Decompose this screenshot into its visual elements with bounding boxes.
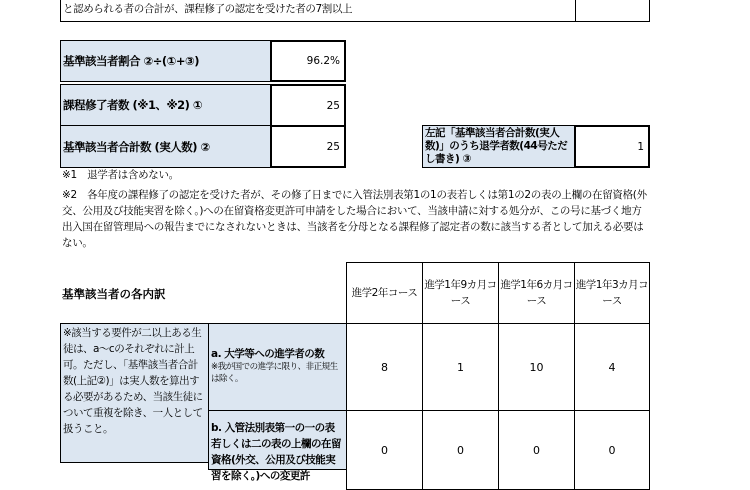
row-a-label-cell bbox=[208, 323, 347, 411]
cell: 4 bbox=[574, 323, 650, 411]
cell: 8 bbox=[346, 323, 423, 411]
side-note: ※該当する要件が二以上ある生徒は、a～cのそれぞれに計上可。ただし、「基準該当者合計数(上記②)」は実人数を算出する必要があるため、当該生徒について重複を除き、一人として扱うこと。 bbox=[60, 323, 209, 463]
cell: 0 bbox=[574, 410, 650, 490]
withdrawn-label: 左記「基準該当者合計数(実人数)」のうち退学者数(44号ただし書き) ③ bbox=[422, 125, 576, 168]
qualified-total-label: 基準該当者合計数 (実人数) ② bbox=[60, 125, 272, 168]
cell: 0 bbox=[422, 410, 499, 490]
top-criteria-box bbox=[60, 0, 650, 22]
cell: 0 bbox=[498, 410, 575, 490]
top-criteria-divider bbox=[575, 0, 576, 21]
cell: 10 bbox=[498, 323, 575, 411]
row-a-sub: ※我が国での進学に限り、非正規生は除く。 bbox=[211, 362, 338, 384]
note-2: ※2 各年度の課程修了の認定を受けた者が、その修了日までに入管法別表第1の1の表若しくは第1の2の表の上欄の在留資格(外交、公用及び技能実習を除く。)への在留資格変更許可申請をした場合において、当該申請に対する処分が、この号に基づく地方出入国在留管理局への報告までになされないときは、当該者を分母となる課程修了認定者の数に該当する者として加える必要はない。 bbox=[62, 189, 647, 249]
cell: 0 bbox=[346, 410, 423, 490]
withdrawn-value: 1 bbox=[574, 125, 650, 168]
completed-value: 25 bbox=[270, 84, 346, 126]
row-a-label: a. 大学等への進学者の数 bbox=[211, 348, 325, 360]
column-header: 進学2年コース bbox=[346, 262, 423, 324]
column-header: 進学1年6カ月コース bbox=[498, 262, 575, 324]
cell: 1 bbox=[422, 323, 499, 411]
row-b-label: b. 入管法別表第一の一の表若しくは二の表の上欄の在留資格(外交、公用及び技能実習を除く。)への変更許 bbox=[211, 422, 341, 482]
row-b-label-cell bbox=[208, 410, 347, 482]
column-header: 進学1年9カ月コース bbox=[422, 262, 499, 324]
ratio-label: 基準該当者割合 ②÷(①+③) bbox=[60, 40, 272, 82]
qualified-total-value: 25 bbox=[270, 125, 346, 168]
completed-label: 課程修了者数 (※1、※2) ① bbox=[60, 84, 272, 126]
top-criteria-text: と認められる者の合計が、課程修了の認定を受けた者の7割以上 bbox=[63, 3, 353, 15]
note-1: ※1 退学者は含めない。 bbox=[62, 169, 179, 181]
column-header: 進学1年3カ月コース bbox=[574, 262, 650, 324]
breakdown-title: 基準該当者の各内訳 bbox=[62, 287, 166, 301]
ratio-value: 96.2% bbox=[270, 40, 346, 82]
